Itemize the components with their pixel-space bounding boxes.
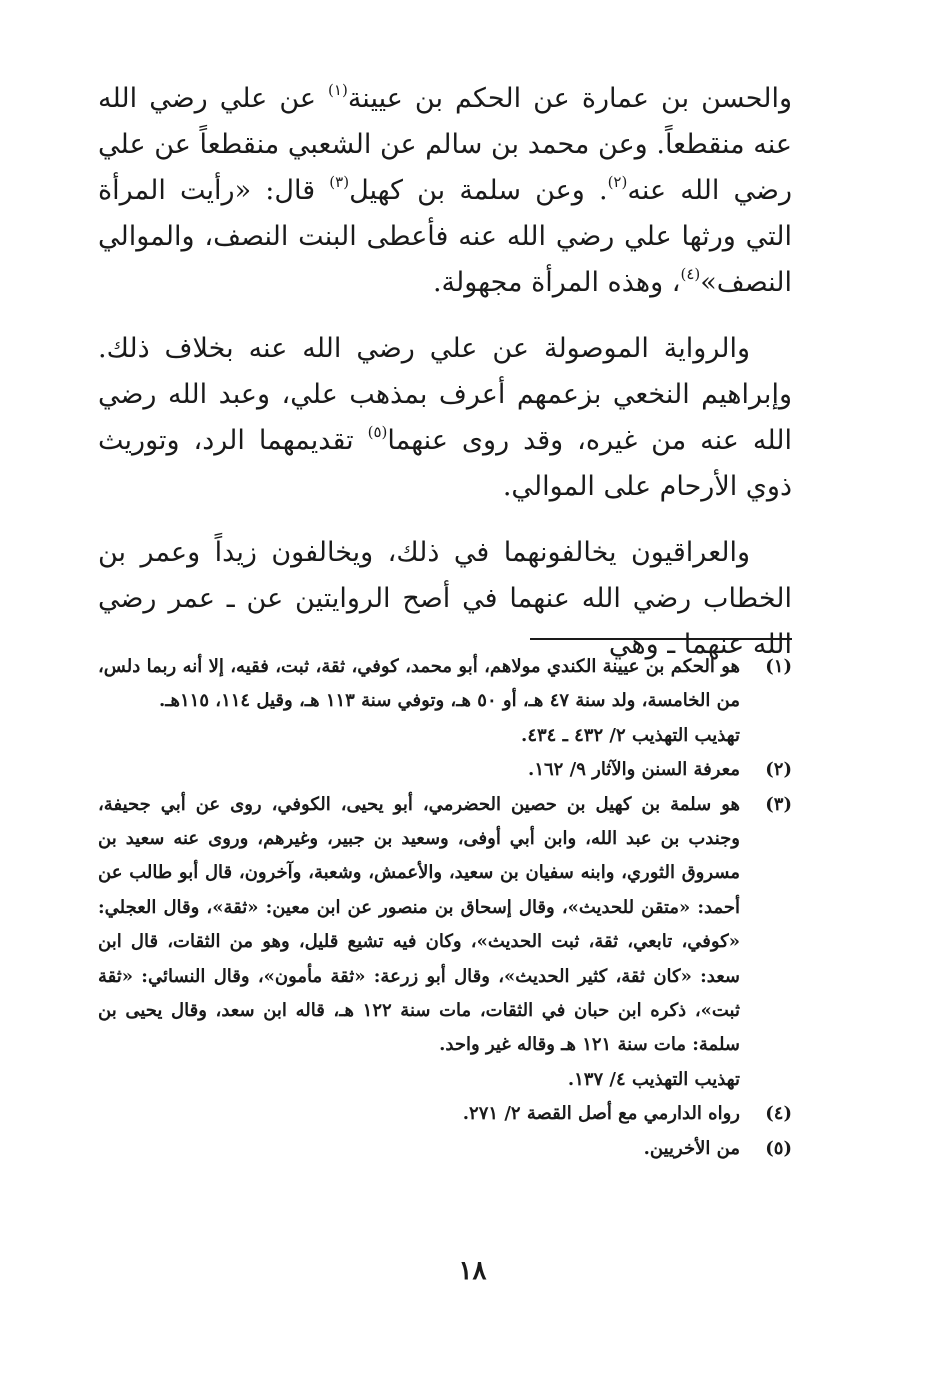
paragraph <box>98 326 792 510</box>
footnote <box>98 788 792 1098</box>
footnote-ref[interactable]: (٣) <box>329 173 350 191</box>
footnote-body <box>98 650 740 753</box>
footnote-body <box>98 1132 740 1166</box>
text-run: . وعن سلمة بن كهيل <box>349 175 608 206</box>
footnote-text: رواه الدارمي مع أصل القصة ٢/ ٢٧١. <box>462 1103 740 1125</box>
footnote-source: تهذيب التهذيب ٢/ ٤٣٢ ـ ٤٣٤. <box>521 724 740 746</box>
footnote-text: معرفة السنن والآثار ٩/ ١٦٢. <box>528 759 740 781</box>
footnote <box>98 650 792 753</box>
footnote-text: من الأخريين. <box>643 1137 740 1159</box>
text-run: والحسن بن عمارة عن الحكم بن عيينة <box>347 83 792 114</box>
footnote <box>98 1132 792 1166</box>
paragraph <box>98 76 792 306</box>
footnote-text: هو الحكم بن عيينة الكندي مولاهم، أبو محمد، كوفي، ثقة، ثبت، فقيه، إلا أنه ربما دلس، من الخامسة، ولد سنة ٤٧ هـ، أو ٥٠ هـ، وتوفي سنة ١١٣ هـ، وقيل ١١٤، ١١٥هـ. <box>98 656 740 712</box>
text-run: قال: «رأيت المرأة التي ورثها علي رضي الله عنه فأعطى البنت النصف، والموالي النصف» <box>98 175 792 298</box>
footnote-number: (٤) <box>765 1103 792 1125</box>
footnote-number: (١) <box>765 656 792 677</box>
text-run: عن علي رضي الله عنه منقطعاً. وعن محمد بن سالم عن الشعبي منقطعاً عن علي رضي الله عنه <box>98 83 792 206</box>
footnote <box>98 1097 792 1131</box>
footnote-body <box>98 788 740 1098</box>
footnote-source: تهذيب التهذيب ٤/ ١٣٧. <box>567 1068 740 1090</box>
footnote-ref[interactable]: (٥) <box>367 423 388 441</box>
main-text <box>98 76 792 668</box>
footnote-body <box>98 753 740 787</box>
text-run: ، وهذه المرأة مجهولة. <box>432 267 681 298</box>
footnote <box>98 753 792 787</box>
paragraph <box>98 530 792 668</box>
text-run: والعراقيون يخالفونهما في ذلك، ويخالفون زيداً وعمر بن الخطاب رضي الله عنهما في أصح الروايتين عن ـ عمر رضي الله عنهما ـ وهي <box>98 537 792 660</box>
text-run: والرواية الموصولة عن علي رضي الله عنه بخلاف ذلك. وإبراهيم النخعي بزعمهم أعرف بمذهب علي، وعبد الله رضي الله عنه من غيره، وقد روى عنهما <box>98 333 793 456</box>
footnote-body <box>98 1097 740 1131</box>
footnotes <box>98 650 792 1166</box>
footnote-number: (٢) <box>765 759 792 781</box>
footnote-number: (٥) <box>765 1137 792 1159</box>
text-run: تقديمهما الرد، وتوريث ذوي الأرحام على الموالي. <box>98 425 792 502</box>
footnote-separator <box>530 638 792 640</box>
footnote-ref[interactable]: (١) <box>328 81 348 99</box>
footnote-number: (٣) <box>765 793 792 815</box>
footnote-text: هو سلمة بن كهيل بن حصين الحضرمي، أبو يحيى، الكوفي، روى عن أبي جحيفة، وجندب بن عبد الله، وابن أبي أوفى، وسعيد بن جبير، وغيرهم، وروى عنه سعيد بن مسروق الثوري، وابنه سفيان بن سعيد، والأعمش، وشعبة، وآخرون، قال أبو طالب عن أحمد: «متقن للحديث»، وقال إسحاق بن منصور عن ابن معين: «ثقة»، وقال العجلي: «كوفي، تابعي، ثقة، ثبت الحديث»، وكان فيه تشيع قليل، وهو من الثقات، قال ابن سعد: «كان ثقة، كثير الحديث»، وقال أبو زرعة: «ثقة مأمون»، وقال النسائي: «ثقة ثبت»، ذكره ابن حبان في الثقات، مات سنة ١٢٢ هـ، قاله ابن سعد، وقال يحيى بن سلمة: مات سنة ١٢١ هـ وقاله غير واحد. <box>98 793 740 1056</box>
footnote-ref[interactable]: (٤) <box>680 265 701 283</box>
page-number: ١٨ <box>458 1256 487 1286</box>
footnote-ref[interactable]: (٢) <box>607 173 628 191</box>
